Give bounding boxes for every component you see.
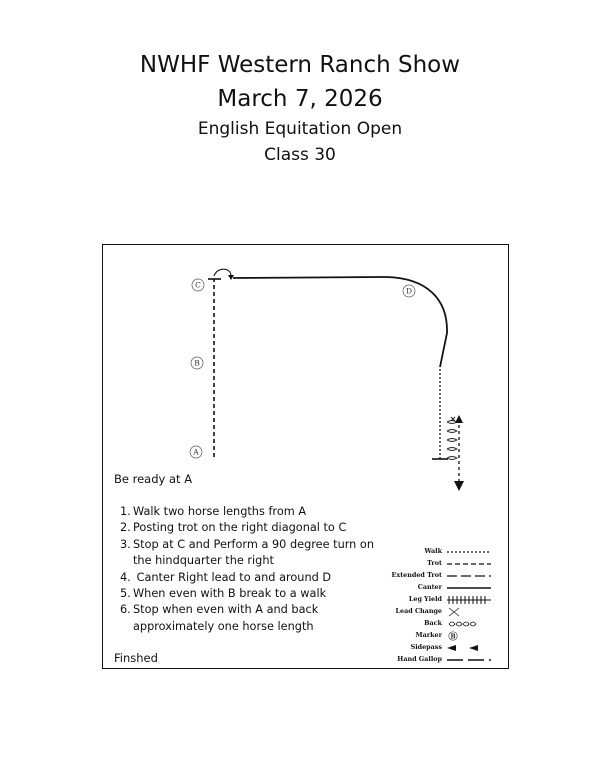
class-number: Class 30 [264,145,336,165]
legend-sidepass: Sidepass [385,643,510,655]
back-arrow-up-icon [455,415,463,423]
trot-line-icon [445,559,493,569]
legend-extended-trot: Extended Trot [385,571,510,583]
lead-change-icon [445,607,493,617]
legend-canter: Canter [385,583,510,595]
back-arrow-down-icon [454,481,464,491]
svg-text:B: B [450,633,456,641]
svg-text:D: D [405,286,413,296]
pattern-step: 3. Stop at C and Perform a 90 degree turn on the hindquarter the right [120,537,374,568]
legend-marker: Marker B [385,631,510,643]
class-name: English Equitation Open [197,119,403,139]
back-icon [447,417,457,460]
marker-b [191,357,203,369]
svg-text:C: C [195,280,201,290]
pattern-step: 2. Posting trot on the right diagonal to C [120,521,347,535]
legend-walk: Walk [385,547,510,559]
leg-yield-icon [445,595,493,605]
legend-leg-yield: Leg Yield [385,595,510,607]
back-legend-icon [445,619,493,629]
finish-instruction: Finshed [114,651,158,665]
pattern-step: 5. When even with B break to a walk [120,587,327,601]
legend-lead-change: Lead Change [385,607,510,619]
start-instruction: Be ready at A [114,472,193,486]
pattern-box [102,244,509,669]
svg-text:B: B [194,358,200,368]
pattern-step: 4. Canter Right lead to and around D [120,570,332,584]
pattern-step: 1. Walk two horse lengths from A [120,505,307,518]
hand-gallop-line-icon [445,655,493,665]
walk-line-icon [445,547,493,557]
marker-c [192,279,204,291]
pattern-steps [120,504,374,635]
sidepass-icon [445,643,493,653]
legend-trot: Trot [385,559,510,571]
marker-legend-icon [445,631,493,641]
canter-line-icon [445,583,493,593]
extended-trot-line-icon [445,571,493,581]
show-date: March 7, 2026 [217,86,383,112]
legend-hand-gallop: Hand Gallop [385,655,510,667]
pattern-step: 6. Stop when even with A and back approximately one horse length [120,603,319,633]
legend-back: Back [385,619,510,631]
svg-text:A: A [193,447,199,457]
turn-on-haunches-icon [214,269,231,276]
marker-d [403,285,415,297]
show-title: NWHF Western Ranch Show [139,52,461,78]
marker-a [190,446,202,458]
